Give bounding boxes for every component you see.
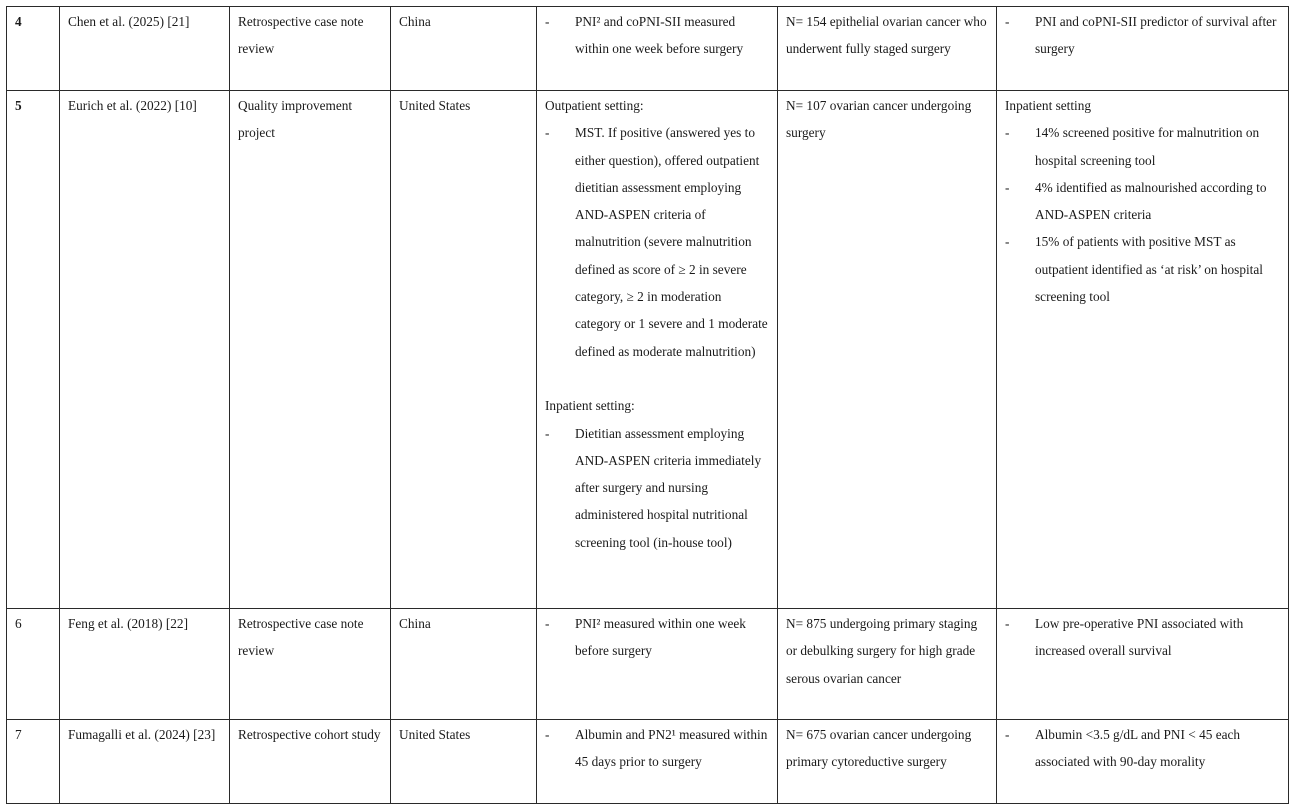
study-number-cell — [7, 609, 60, 720]
methods-heading-inpatient: Inpatient setting: — [545, 398, 635, 414]
methods-cell — [537, 720, 778, 804]
study-country: United States — [399, 98, 471, 113]
study-citation: Chen et al. (2025) [21] — [68, 14, 190, 29]
population-cell — [778, 609, 997, 720]
outcomes-item: - PNI and coPNI-SII predictor of survival after surgery — [1005, 8, 1280, 63]
table-row — [7, 91, 1289, 609]
outcomes-cell — [997, 7, 1289, 91]
study-cell — [60, 720, 230, 804]
population-cell — [778, 720, 997, 804]
country-cell — [391, 91, 537, 609]
methods-list-inpatient — [545, 420, 769, 556]
outcomes-list — [1005, 119, 1280, 310]
outcomes-item: - 4% identified as malnourished according to AND-ASPEN criteria — [1005, 174, 1280, 229]
table-row — [7, 7, 1289, 91]
outcomes-cell — [997, 720, 1289, 804]
study-number: 5 — [15, 98, 22, 113]
methods-cell — [537, 7, 778, 91]
outcomes-list — [1005, 610, 1280, 665]
outcomes-item: - Low pre-operative PNI associated with increased overall survival — [1005, 610, 1280, 665]
methods-list — [545, 721, 769, 776]
study-design: Retrospective case note review — [238, 616, 364, 659]
study-cell — [60, 7, 230, 91]
population-text: N= 875 undergoing primary staging or debulking surgery for high grade — [786, 616, 978, 659]
study-cell — [60, 609, 230, 720]
country-cell — [391, 7, 537, 91]
outcomes-cell — [997, 91, 1289, 609]
study-country: United States — [399, 727, 471, 742]
outcomes-list — [1005, 721, 1280, 776]
outcomes-item: - 14% screened positive for malnutrition on hospital screening tool — [1005, 119, 1280, 174]
study-citation: Eurich et al. (2022) [10] — [68, 98, 197, 113]
population-text: N= 154 epithelial ovarian cancer who underwent fully staged surgery — [786, 14, 987, 57]
methods-item: - PNI² measured within one week before surgery — [545, 610, 769, 665]
design-cell — [230, 7, 391, 91]
methods-heading-outpatient: Outpatient setting: — [545, 98, 644, 113]
population-cell — [778, 7, 997, 91]
outcomes-item: - Albumin <3.5 g/dL and PNI < 45 each associated with 90-day morality — [1005, 721, 1280, 776]
methods-item: - Albumin and PN2¹ measured within 45 days prior to surgery — [545, 721, 769, 776]
study-number-cell — [7, 720, 60, 804]
study-design: Retrospective case note review — [238, 14, 364, 57]
methods-list — [545, 8, 769, 63]
table-row — [7, 609, 1289, 720]
methods-cell — [537, 91, 778, 609]
design-cell — [230, 720, 391, 804]
study-country: China — [399, 616, 431, 631]
methods-item: - PNI² and coPNI-SII measured within one week before surgery — [545, 8, 769, 63]
study-number: 7 — [15, 727, 22, 742]
country-cell — [391, 720, 537, 804]
methods-cell — [537, 609, 778, 720]
paragraph-gap — [545, 365, 769, 392]
population-text: N= 107 ovarian cancer undergoing surgery — [786, 98, 972, 141]
outcomes-heading: Inpatient setting — [1005, 98, 1092, 113]
study-number: 6 — [15, 616, 22, 631]
study-number-cell — [7, 91, 60, 609]
study-design: Retrospective cohort study — [238, 727, 381, 742]
outcomes-cell — [997, 609, 1289, 720]
design-cell — [230, 609, 391, 720]
population-text: N= 675 ovarian cancer undergoing primary cytoreductive surgery — [786, 727, 972, 770]
methods-list-outpatient — [545, 119, 769, 365]
study-citation: Fumagalli et al. (2024) [23] — [68, 727, 216, 742]
design-cell — [230, 91, 391, 609]
table-row — [7, 720, 1289, 804]
population-cell — [778, 91, 997, 609]
population-text: serous ovarian cancer — [786, 670, 902, 686]
study-country: China — [399, 14, 431, 29]
outcomes-list — [1005, 8, 1280, 63]
study-design: Quality improvement project — [238, 98, 353, 141]
literature-table — [6, 6, 1289, 804]
outcomes-item: - 15% of patients with positive MST as outpatient identified as ‘at risk’ on hospital screening tool — [1005, 228, 1280, 310]
methods-list — [545, 610, 769, 665]
study-citation: Feng et al. (2018) [22] — [68, 616, 189, 631]
methods-item: - Dietitian assessment employing AND-ASPEN criteria immediately after surgery and nursing administered hospital nutritional screening tool (in-house tool) — [545, 420, 769, 556]
country-cell — [391, 609, 537, 720]
study-number: 4 — [15, 14, 22, 29]
study-cell — [60, 91, 230, 609]
methods-item: - MST. If positive (answered yes to either question), offered outpatient dietitian assessment employing AND-ASPEN criteria of malnutrition (severe malnutrition defined as score of ≥ 2 in severe category, ≥ 2 in moderation category or 1 severe and 1 moderate defined as moderate malnutrition) — [545, 119, 769, 365]
study-number-cell — [7, 7, 60, 91]
